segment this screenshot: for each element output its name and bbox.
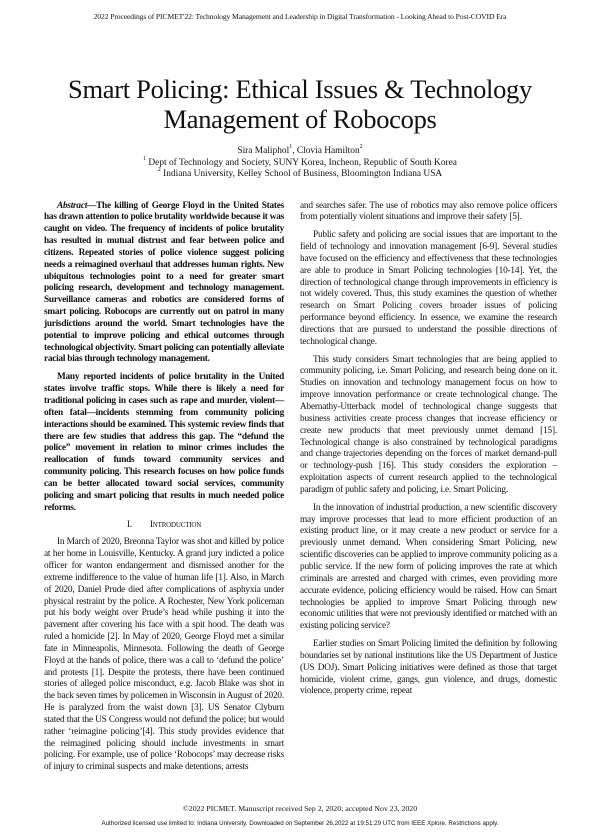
two-column-body — [0, 201, 600, 781]
affiliation-1 — [0, 155, 600, 170]
author-1: Sira Maliphol — [237, 146, 290, 156]
section-heading-introduction — [44, 520, 284, 532]
body-paragraph: In the innovation of industrial production, a new scientific discovery may improve processes that lead to more efficient production of an existing product line, or it may create a new product or service for a previously unmet demand. When considering Smart Policing, new scientific discoveries can be applied to improve community policing as a public service. If the new form of policing improves the rate at which criminals are arrested and charged with crimes, even providing more accurate evidence, policing efficiency would be raised. How can Smart technologies be applied to improve Smart Policing through new economic utilities that were not previously identified or matched with an existing policing service? — [300, 502, 557, 632]
license-footer: Authorized licensed use limited to: Indiana University. Downloaded on September 26,2022 at 19:51:29 UTC from IEEE Xplore. Restrictions apply. — [101, 820, 499, 828]
affil-2-text: Indiana University, Kelley School of Business, Bloomington Indiana USA — [160, 169, 443, 179]
section-title: Introduction — [149, 520, 202, 531]
author-names — [0, 146, 600, 158]
abstract-paragraph-1 — [44, 201, 284, 367]
abstract-text-1: —The killing of George Floyd in the United States has drawn attention to police brutality worldwide because it was caught on video. The frequency of incidents of police brutality has resulted in mutual distrust and fear between police and citizens. Repeated stories of police violence suggest policing needs a reimagined overhaul that addresses human rights. New ubiquitous technologies point to a need for greater smart policing research, development and technology management. Surveillance cameras and robotics are considered forms of smart policing. Robocops are currently out on patrol in many jurisdictions around the world. Smart technologies have the potential to improve policing and ethical outcomes through technological objectivity. Smart policing can potentially alleviate racial bias through technology management. — [44, 200, 284, 365]
author-2: Clovia Hamilton — [296, 146, 360, 156]
right-column — [300, 201, 557, 705]
affil-2-sup: 2 — [157, 167, 161, 173]
body-paragraph: Public safety and policing are social issues that are important to the field of technology and innovation management [6-9]. Several studies have focused on the efficiency and effectiveness that these technologies are able to produce in Smart Policing technologies [10-14]. Yet, the direction of technological change through improvements in efficiency is not widely covered. Thus, this study examines the question of whether research on Smart Policing covers broader issues of policing performance beyond efficiency. In essence, we examine the research directions that are pursued to understand the possible directions of technological change. — [300, 230, 557, 347]
author-1-sup: 1 — [289, 144, 293, 150]
left-column — [44, 201, 284, 781]
abstract-paragraph-2: Many reported incidents of police brutality in the United states involve traffic stops. While there is likely a need for traditional policing in cases such as rape and murder, violent—often fatal—incidents stemming from community policing interactions should be examined. This systemic review finds that there are few studies that address this gap. The “defund the police” movement in relation to minor crimes includes the reallocation of funds toward community services and community policing. This research focuses on how police funds can be better allocated toward social services, community policing and smart policing that results in much needed police reforms. — [44, 372, 284, 513]
paper-title — [0, 74, 600, 134]
title-line-2: Management of Robocops — [163, 104, 437, 134]
running-header: 2022 Proceedings of PICMET'22: Technology Management and Leadership in Digital Transformation - Looking Ahead to Post-COVID Era — [93, 12, 507, 21]
body-paragraph: and searches safer. The use of robotics may also remove police officers from potentially violent situations and improve their safety [5]. — [300, 200, 557, 223]
section-number: I. — [126, 520, 132, 531]
author-block — [0, 146, 600, 181]
abstract-label: Abstract — [57, 200, 88, 211]
affil-1-text: Dept of Technology and Society, SUNY Korea, Incheon, Republic of South Korea — [146, 157, 457, 168]
copyright-footer: ©2022 PICMET. Manuscript received Sep 2, 2020; accepted Nov 23, 2020 — [182, 804, 418, 814]
body-paragraph: This study considers Smart technologies that are being applied to community policing, i.e. Smart Policing, and research being done on it. Studies on innovation and technology management focus on how to improve innovation performance or create technological change. The Abernathy-Utterback model of technological change suggests that business activities create process changes that increase efficiency or create new products that meet previously unmet demand [15]. Technological change is also constrained by technological paradigms and change trajectories depending on the forces of market demand-pull or technology-push [16]. This study considers the exploration – exploitation aspects of current research applied to the technological paradigm of public safety and policing, i.e. Smart Policing. — [300, 354, 557, 495]
body-paragraph: In March of 2020, Breonna Taylor was shot and killed by police at her home in Louisville, Kentucky. A grand jury indicted a police officer for wanton endangerment and dismissed another for the extreme indifference to the value of human life [1]. Also, in March of 2020, Daniel Prude died after complications of asphyxia under physical restraint by the police. A Rochester, New York policeman put his body weight over Prude’s head while pushing it into the pavement after covering his face with a spit hood. The death was ruled a homicide [2]. In May of 2020, George Floyd met a similar fate in Minneapolis, Minnesota. Following the death of George Floyd at the hands of police, there was a call to ‘defund the police’ and protests [1]. Despite the protests, there have been continued stories of alleged police misconduct, e.g. Jacob Blake was shot in the back seven times by policemen in Wisconsin in August of 2020. He is paralyzed from the waist down [3]. US Senator Clyburn stated that the US Congress would not defund the police; but would rather ‘reimagine policing’[4]. This study provides evidence that the reimagined policing should include investments in smart policing. For example, use of police ‘Robocops’ may decrease risks of injury to criminal suspects and make detentions, arrests — [44, 537, 284, 773]
affil-1-sup: 1 — [143, 155, 147, 162]
title-line-1: Smart Policing: Ethical Issues & Technology — [68, 74, 532, 104]
affiliation-2 — [0, 169, 600, 181]
body-paragraph: Earlier studies on Smart Policing limited the definition by following boundaries set by national institutions like the US Department of Justice (US DOJ). Smart Policing initiatives were defined as those that target homicide, violent crime, gangs, gun violence, and drugs, domestic violence, property crime, repeat — [300, 639, 557, 697]
page-footer — [0, 780, 600, 828]
author-2-sup: 2 — [359, 144, 363, 150]
author-separator: , — [292, 146, 297, 156]
